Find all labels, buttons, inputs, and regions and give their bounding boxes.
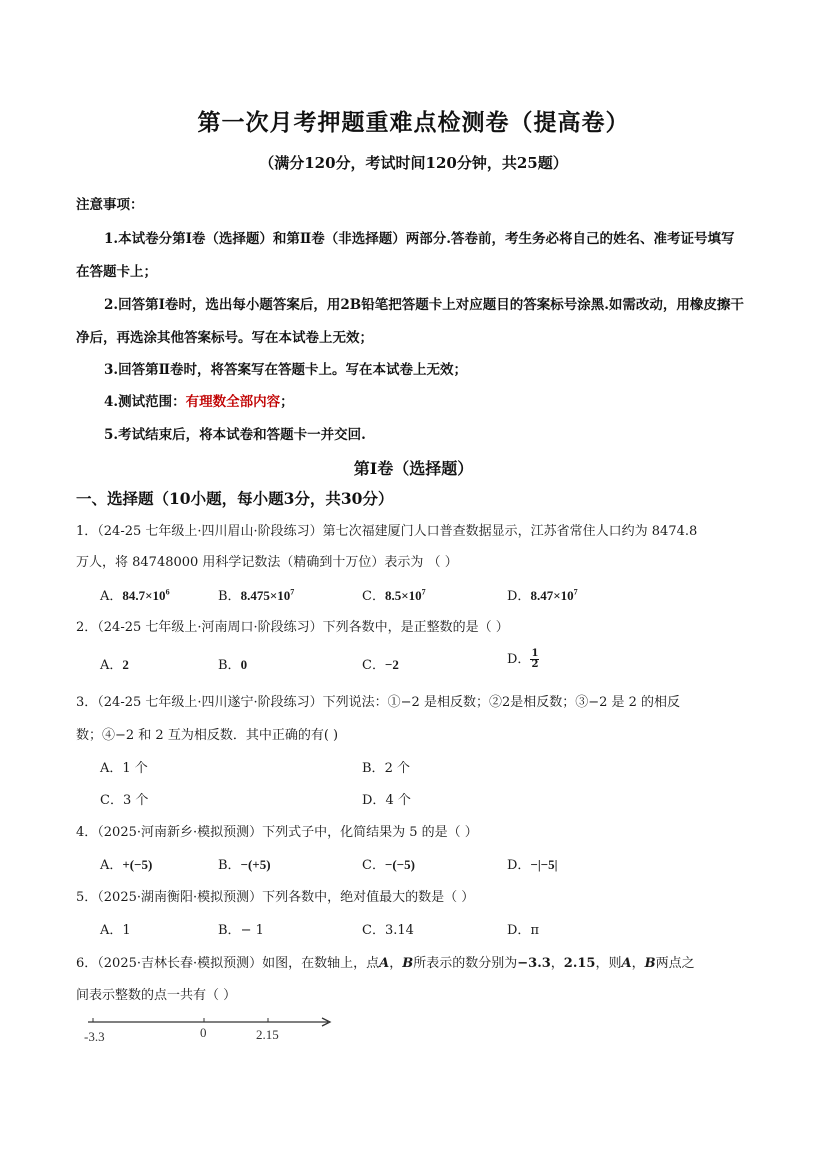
q4-option-d-value: −|−5| — [530, 857, 558, 872]
point-a-label: A — [379, 956, 390, 971]
q4-option-a[interactable] — [100, 854, 152, 873]
q1-option-b-label: B． — [218, 589, 241, 604]
fraction-numerator: 1 — [531, 648, 539, 659]
q3-option-a-value: 1 个 — [122, 761, 148, 776]
q1-option-a-label: A． — [100, 589, 123, 604]
point-b-value: 2.15 — [563, 956, 596, 971]
q5-option-b-value: − 1 — [240, 923, 264, 938]
q4-option-d[interactable] — [507, 854, 557, 873]
q5-option-c-label: C． — [362, 923, 385, 938]
q2-option-c[interactable] — [362, 654, 399, 673]
q4-option-c[interactable] — [362, 854, 415, 873]
point-a-label-2: A — [621, 956, 632, 971]
numberline-label-b: 2.15 — [256, 1027, 279, 1042]
q1-option-c[interactable] — [362, 585, 426, 604]
q4-option-b-value: −(+5) — [240, 857, 271, 872]
q1-option-c-label: C． — [362, 589, 385, 604]
q5-option-d-label: D． — [507, 923, 531, 938]
q5-option-d-value: π — [530, 923, 539, 938]
q2-option-b-label: B． — [218, 658, 241, 673]
note-2-line2: 净后，再选涂其他答案标号。写在本试卷上无效； — [76, 330, 373, 346]
number-line-figure — [80, 1010, 350, 1050]
q6-prefix: 6．（2025·吉林长春·模拟预测）如图，在数轴上，点 — [76, 956, 380, 971]
q3-option-a[interactable] — [100, 757, 148, 776]
q1-option-c-base: 8.5×10 — [384, 588, 422, 603]
point-b-label: B — [402, 956, 414, 971]
question-3-line2: 数；④−2 和 2 互为相反数．其中正确的有( ) — [76, 728, 339, 743]
q1-option-b-exp: 7 — [290, 587, 295, 597]
q3-option-c[interactable] — [100, 789, 148, 808]
question-6-line1: 6．（2025·吉林长春·模拟预测）如图，在数轴上，点A，B所表示的数分别为−3.3，2.15，则A，B两点之 — [76, 956, 695, 971]
part-title: 第Ⅰ卷（选择题） — [353, 459, 474, 478]
note-3: 3.回答第Ⅱ卷时，将答案写在答题卡上。写在本试卷上无效； — [104, 362, 467, 378]
q3-option-b[interactable] — [362, 757, 410, 776]
q6-end: 两点之 — [655, 956, 695, 971]
note-4 — [104, 390, 294, 410]
q3-option-d-value: 4 个 — [385, 793, 411, 808]
note-1-line2: 在答题卡上； — [76, 264, 157, 280]
question-4-line1: 4．（2025·河南新乡·模拟预测）下列式子中，化简结果为 5 的是（ ） — [76, 825, 478, 840]
q5-option-a-value: 1 — [122, 923, 131, 938]
q5-option-d[interactable] — [507, 919, 539, 938]
q1-option-b-base: 8.475×10 — [240, 588, 291, 603]
notes-heading: 注意事项： — [76, 197, 144, 213]
q1-option-d-label: D． — [507, 589, 531, 604]
q3-option-c-value: 3 个 — [122, 793, 149, 808]
q5-option-a[interactable] — [100, 919, 131, 938]
page-title: 第一次月考押题重难点检测卷（提高卷） — [197, 109, 630, 136]
section-heading: 一、选择题（10小题，每小题3分，共30分） — [76, 489, 394, 508]
q2-option-d-fraction — [530, 649, 539, 670]
q3-option-d[interactable] — [362, 789, 411, 808]
q6-tail: ，则 — [595, 956, 622, 971]
q4-option-a-label: A． — [100, 858, 123, 873]
q2-option-c-label: C． — [362, 658, 385, 673]
q3-option-b-value: 2 个 — [384, 761, 410, 776]
question-2-line1: 2．（24-25 七年级上·河南周口·阶段练习）下列各数中，是正整数的是（ ） — [76, 620, 509, 635]
q4-option-c-value: −(−5) — [384, 857, 415, 872]
q2-option-d[interactable] — [507, 648, 539, 670]
q2-option-a-value: 2 — [122, 657, 129, 672]
point-a-value: −3.3 — [517, 956, 551, 971]
q4-option-d-label: D． — [507, 858, 531, 873]
q2-option-a-label: A． — [100, 658, 123, 673]
question-5-line1: 5．（2025·湖南衡阳·模拟预测）下列各数中，绝对值最大的数是（ ） — [76, 890, 475, 905]
q5-option-c[interactable] — [362, 919, 414, 938]
q1-option-a-exp: 6 — [165, 587, 170, 597]
q1-option-d[interactable] — [507, 585, 578, 604]
fraction-denominator: 2 — [531, 659, 539, 670]
q2-option-b[interactable] — [218, 654, 247, 673]
q1-option-a[interactable] — [100, 585, 170, 604]
question-1-line1: 1．（24-25 七年级上·四川眉山·阶段练习）第七次福建厦门人口普查数据显示，江苏省常住人口约为 8474.8 — [76, 524, 698, 539]
point-b-label-2: B — [644, 956, 656, 971]
q1-option-d-base: 8.47×10 — [530, 588, 574, 603]
note-5: 5.考试结束后，将本试卷和答题卡一并交回. — [104, 427, 366, 443]
q6-sep: ， — [389, 956, 403, 971]
q5-option-a-label: A． — [100, 923, 123, 938]
q3-option-d-label: D． — [362, 793, 386, 808]
test-scope-highlight: 有理数全部内容 — [185, 394, 281, 410]
q3-option-a-label: A． — [100, 761, 123, 776]
q5-option-b-label: B． — [218, 923, 241, 938]
q3-option-b-label: B． — [362, 761, 385, 776]
note-2-line1: 2.回答第Ⅰ卷时，选出每小题答案后，用2B铅笔把答题卡上对应题目的答案标号涂黑.如需改动，用橡皮擦干 — [104, 297, 744, 313]
numberline-label-zero: 0 — [200, 1025, 207, 1040]
q1-option-d-exp: 7 — [573, 587, 578, 597]
q1-option-c-exp: 7 — [421, 587, 426, 597]
note-4-prefix: 4.测试范围： — [104, 394, 186, 410]
q6-mid: 所表示的数分别为 — [413, 956, 518, 971]
q4-option-b-label: B． — [218, 858, 241, 873]
question-6-line2: 间表示整数的点一共有（ ） — [76, 988, 237, 1003]
page-subtitle: （满分120分，考试时间120分钟，共25题） — [259, 154, 568, 172]
numberline-label-a: -3.3 — [84, 1029, 105, 1044]
q2-option-b-value: 0 — [240, 657, 248, 672]
q1-option-b[interactable] — [218, 585, 294, 604]
q2-option-c-value: −2 — [384, 657, 399, 672]
q2-option-d-label: D． — [507, 652, 531, 667]
question-3-line1: 3．（24-25 七年级上·四川遂宁·阶段练习）下列说法：①−2 是相反数；②2是相反数；③−2 是 2 的相反 — [76, 695, 681, 710]
q4-option-c-label: C． — [362, 858, 385, 873]
q4-option-b[interactable] — [218, 854, 271, 873]
note-4-suffix: ； — [280, 394, 294, 410]
q3-option-c-label: C． — [100, 793, 123, 808]
q2-option-a[interactable] — [100, 654, 129, 673]
q4-option-a-value: +(−5) — [122, 857, 153, 872]
q5-option-c-value: 3.14 — [384, 923, 414, 938]
q5-option-b[interactable] — [218, 919, 264, 938]
q1-option-a-base: 84.7×10 — [122, 588, 166, 603]
question-1-line2: 万人，将 84748000 用科学记数法（精确到十万位）表示为 （ ） — [76, 555, 458, 570]
note-1-line1: 1.本试卷分第Ⅰ卷（选择题）和第Ⅱ卷（非选择题）两部分.答卷前，考生务必将自己的姓名、准考证号填写 — [104, 231, 735, 247]
